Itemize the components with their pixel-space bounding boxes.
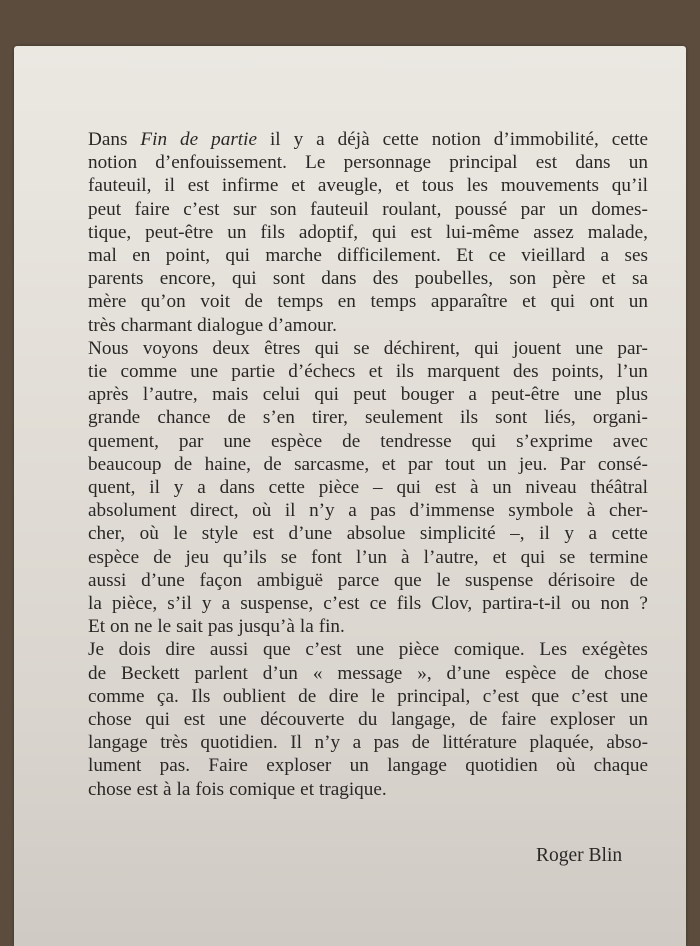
text-line: parents encore, qui sont dans des poubelles, son père et sa bbox=[88, 268, 648, 290]
text-line: tique, peut-être un fils adoptif, qui est lui-même assez malade, bbox=[88, 221, 648, 243]
text-line: mère qu’on voit de temps en temps apparaître et qui ont un bbox=[88, 291, 648, 313]
text-line: quement, par une espèce de tendresse qui s’exprime avec bbox=[88, 430, 648, 452]
signature: Roger Blin bbox=[536, 845, 623, 866]
text-line: Et on ne le sait pas jusqu’à la fin. bbox=[88, 616, 345, 638]
paragraph bbox=[88, 337, 648, 639]
text-line: beaucoup de haine, de sarcasme, et par tout un jeu. Par consé- bbox=[88, 453, 648, 475]
text-line: Nous voyons deux êtres qui se déchirent, qui jouent une par- bbox=[88, 337, 648, 359]
text-line: quent, il y a dans cette pièce – qui est à un niveau théâtral bbox=[88, 477, 648, 499]
text-line: très charmant dialogue d’amour. bbox=[88, 314, 337, 336]
text-line: cher, où le style est d’une absolue simplicité –, il y a cette bbox=[88, 523, 648, 545]
text-line: la pièce, s’il y a suspense, c’est ce fils Clov, partira-t-il ou non ? bbox=[88, 593, 648, 615]
text-line: absolument direct, où il n’y a pas d’immense symbole à cher- bbox=[88, 500, 648, 522]
text-line: après l’autre, mais celui qui peut bouger a peut-être une plus bbox=[88, 384, 648, 406]
text-line: notion d’enfouissement. Le personnage principal est dans un bbox=[88, 152, 648, 174]
text-line: langage très quotidien. Il n’y a pas de littérature plaquée, abso- bbox=[88, 732, 648, 754]
text-line: tie comme une partie d’échecs et ils marquent des points, l’un bbox=[88, 361, 648, 383]
text-line: comme ça. Ils oublient de dire le principal, c’est que c’est une bbox=[88, 685, 648, 707]
body-text bbox=[88, 128, 648, 801]
text-line: Je dois dire aussi que c’est une pièce comique. Les exégètes bbox=[88, 639, 648, 661]
text-line: aussi d’une façon ambiguë parce que le suspense dérisoire de bbox=[88, 569, 648, 591]
text-line: fauteuil, il est infirme et aveugle, et tous les mouvements qu’il bbox=[88, 175, 648, 197]
text-line: Dans Fin de partie il y a déjà cette notion d’immobilité, cette bbox=[88, 129, 648, 150]
text-line: peut faire c’est sur son fauteuil roulant, poussé par un domes- bbox=[88, 198, 648, 220]
paragraph bbox=[88, 638, 648, 800]
text-line: grande chance de s’en tirer, seulement ils sont liés, organi- bbox=[88, 407, 648, 429]
paragraph bbox=[88, 128, 648, 337]
text-line: chose qui est une découverte du langage, de faire exploser un bbox=[88, 709, 648, 731]
text-line: lument pas. Faire exploser un langage quotidien où chaque bbox=[88, 755, 648, 777]
text-line: chose est à la fois comique et tragique. bbox=[88, 778, 387, 800]
text-line: de Beckett parlent d’un « message », d’une espèce de chose bbox=[88, 662, 648, 684]
text-line: espèce de jeu qu’ils se font l’un à l’autre, et qui se termine bbox=[88, 546, 648, 568]
text-line: mal en point, qui marche difficilement. Et ce vieillard a ses bbox=[88, 245, 648, 267]
